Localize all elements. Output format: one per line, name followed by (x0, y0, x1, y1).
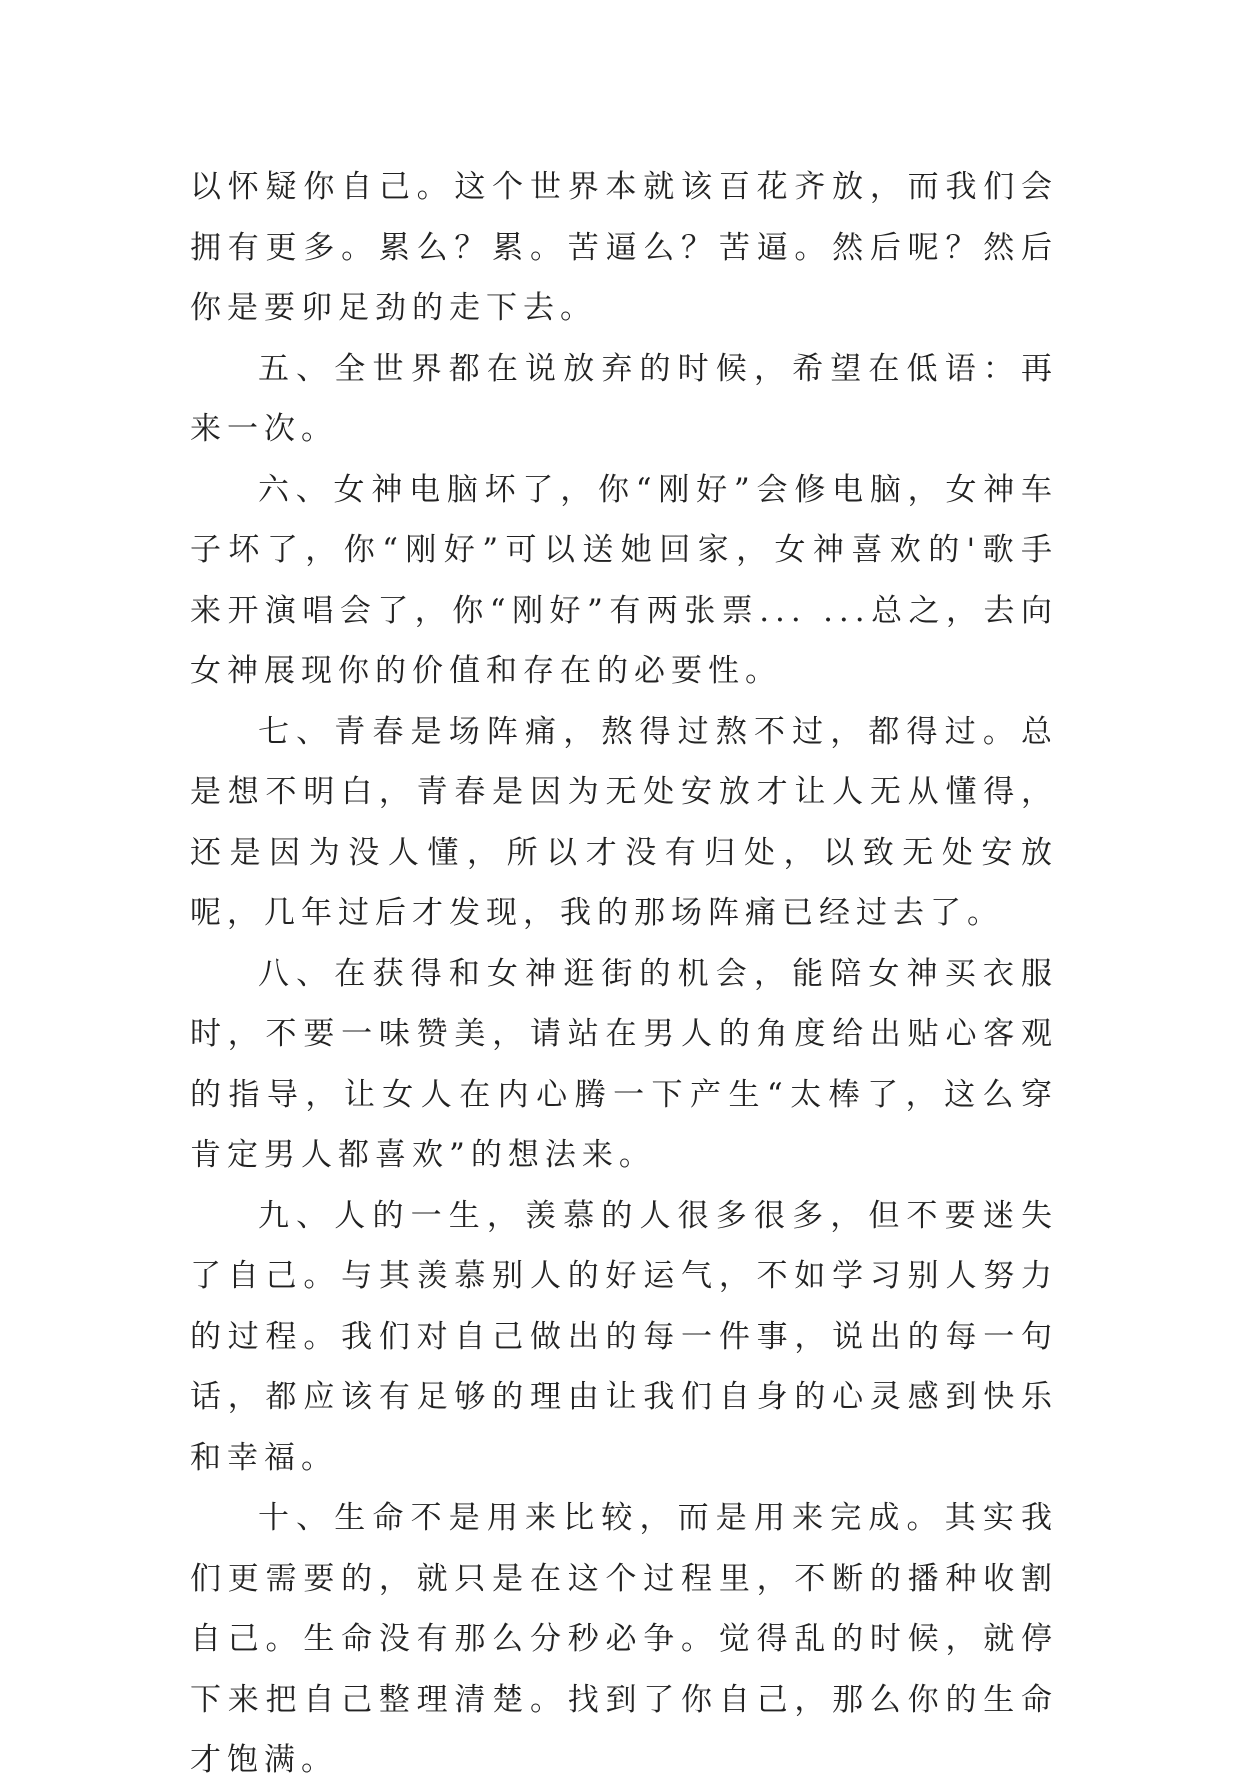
paragraph-item-10: 十、生命不是用来比较，而是用来完成。其实我们更需要的，就只是在这个过程里，不断的播种收割自己。生命没有那么分秒必争。觉得乱的时候，就停下来把自己整理清楚。找到了你自己，那么你的生命才饱满。 (190, 1500, 1058, 1778)
document-body (190, 157, 1058, 1791)
paragraph-item-5: 五、全世界都在说放弃的时候，希望在低语：再来一次。 (190, 350, 1058, 447)
paragraph-item-7: 七、青春是场阵痛，熬得过熬不过，都得过。总是想不明白，青春是因为无处安放才让人无从懂得，还是因为没人懂，所以才没有归处，以致无处安放呢，几年过后才发现，我的那场阵痛已经过去了。 (190, 713, 1058, 931)
paragraph-item-9: 九、人的一生，羡慕的人很多很多，但不要迷失了自己。与其羡慕别人的好运气，不如学习别人努力的过程。我们对自己做出的每一件事，说出的每一句话，都应该有足够的理由让我们自身的心灵感到快乐和幸福。 (190, 1197, 1058, 1476)
paragraph-continuation: 以怀疑你自己。这个世界本就该百花齐放，而我们会拥有更多。累么？累。苦逼么？苦逼。然后呢？然后你是要卯足劲的走下去。 (190, 169, 1058, 326)
paragraph-item-6: 六、女神电脑坏了，你“刚好”会修电脑，女神车子坏了，你“刚好”可以送她回家，女神喜欢的'歌手来开演唱会了，你“刚好”有两张票... ...总之，去向女神展现你的价值和存在的必要性。 (190, 471, 1058, 689)
paragraph-item-8: 八、在获得和女神逛街的机会，能陪女神买衣服时，不要一味赞美，请站在男人的角度给出贴心客观的指导，让女人在内心腾一下产生“太棒了，这么穿肯定男人都喜欢”的想法来。 (190, 955, 1058, 1173)
